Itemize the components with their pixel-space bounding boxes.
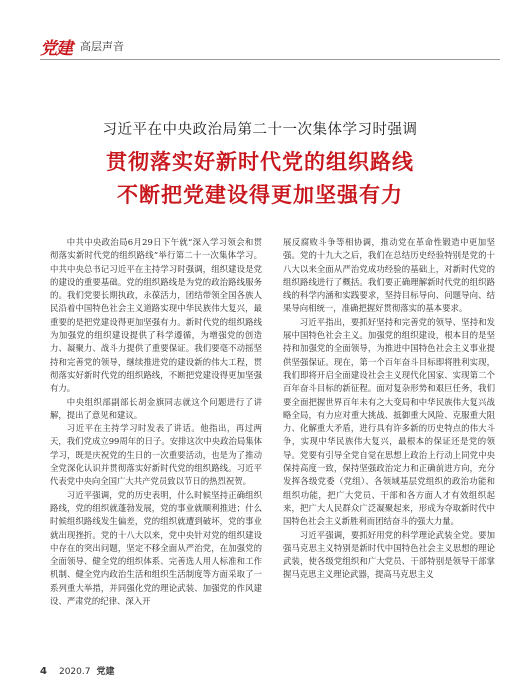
article-headline-line2: 不断把党建设得更加坚强有力 [117,183,403,207]
page-footer [40,664,114,678]
paragraph: 展反腐败斗争等相协调，推动党在革命性锻造中更加坚强。党的十九大之后，我们在总结历史经验特别是党的十八大以来全面从严治党成功经验的基础上，对新时代党的组织路线进行了概括。我们要正确理解新时代党的组织路线的科学内涵和实践要求，坚持目标导向、问题导向、结果导向相统一，准确把握好贯彻落实的基本要求。 [283,237,495,314]
header-divider [40,59,500,60]
article-headline-line1: 贯彻落实好新时代党的组织路线 [106,150,414,174]
article-column-right [283,236,495,582]
page-header [40,34,500,58]
article-subtitle: 习近平在中央政治局第二十一次集体学习时强调 [102,122,418,138]
paragraph: 习近平在主持学习时发表了讲话。他指出，再过两天，我们党成立99周年的日子。安排这次中央政治局集体学习，既是庆祝党的生日的一次重要活动，也是为了推动全党深化认识并贯彻落实好新时代党的组织路线。习近平代表党中央向全国广大共产党员致以节日的热烈祝贺。 [50,423,262,487]
paragraph: 习近平强调，要抓好用党的科学理论武装全党。要加强马克思主义特别是新时代中国特色社会主义思想的理论武装，使各级党组织和广大党员、干部特别是领导干部掌握马克思主义理论武器，提高马克思主义 [283,529,495,580]
paragraph: 中共中央政治局6月29日下午就“深入学习领会和贯彻落实新时代党的组织路线”举行第二十一次集体学习。中共中央总书记习近平在主持学习时强调，组织建设是党的建设的重要基础。党的组织路线是为党的政治路线服务的。我们党要长期执政，永葆活力，团结带领全国各族人民沿着中国特色社会主义道路实现中华民族伟大复兴，最重要的是把党建设得更加坚强有力。新时代党的组织路线为加强党的组织建设提供了科学遵循，为增强党的创造力、凝聚力、战斗力提供了重要保证。我们要毫不动摇坚持和完善党的领导，继续推进党的建设新的伟大工程，贯彻落实好新时代党的组织路线，不断把党建设得更加坚强有力。 [50,237,262,394]
magazine-name: 党建 [96,667,115,677]
paragraph: 习近平指出，要抓好坚持和完善党的领导、坚持和发展中国特色社会主义。加强党的组织建设，根本目的是坚持和加强党的全面领导，为推进中国特色社会主义事业提供坚强保证。现在，第一个百年奋斗目标即将胜利实现，我们即将开启全面建设社会主义现代化国家、实现第二个百年奋斗目标的新征程。面对复杂形势和艰巨任务，我们要全面把握世界百年未有之大变局和中华民族伟大复兴战略全局，有力应对重大挑战、抵御重大风险、克服重大阻力、化解重大矛盾，进行具有许多新的历史特点的伟大斗争，实现中华民族伟大复兴，最根本的保证还是党的领导。党要有引导全党自觉在思想上政治上行动上同党中央保持高度一致，保持坚强政治定力和正确前进方向，充分发挥各级党委（党组）、各领域基层党组织的政治功能和组织功能，把广大党员、干部和各方面人才有效组织起来，把广大人民群众广泛凝聚起来，形成为夺取新时代中国特色社会主义新胜利而团结奋斗的强大力量。 [283,316,495,527]
article-column-left [50,236,262,608]
paragraph: 习近平强调，党的历史表明，什么时候坚持正确组织路线，党的组织就蓬勃发展，党的事业就顺利推进；什么时候组织路线发生偏差，党的组织就遭到破坏，党的事业就出现挫折。党的十八大以来，党中央针对党的组织建设中存在的突出问题，坚定不移全面从严治党，在加强党的全面领导、健全党的组织体系、完善选人用人标准和工作机制、健全党内政治生活和组织生活制度等方面采取了一系列重大举措，并同强化党的理论武装、加强党的作风建设、严肃党的纪律、深入开 [50,489,262,607]
paragraph: 中央组织部副部长胡金旗同志就这个问题进行了讲解，提出了意见和建议。 [50,396,262,420]
issue-date: 2020.7 [58,667,91,677]
column-name: 高层声音 [80,40,124,53]
magazine-logo: 党建 [40,38,72,59]
page-number: 4 [40,666,47,677]
